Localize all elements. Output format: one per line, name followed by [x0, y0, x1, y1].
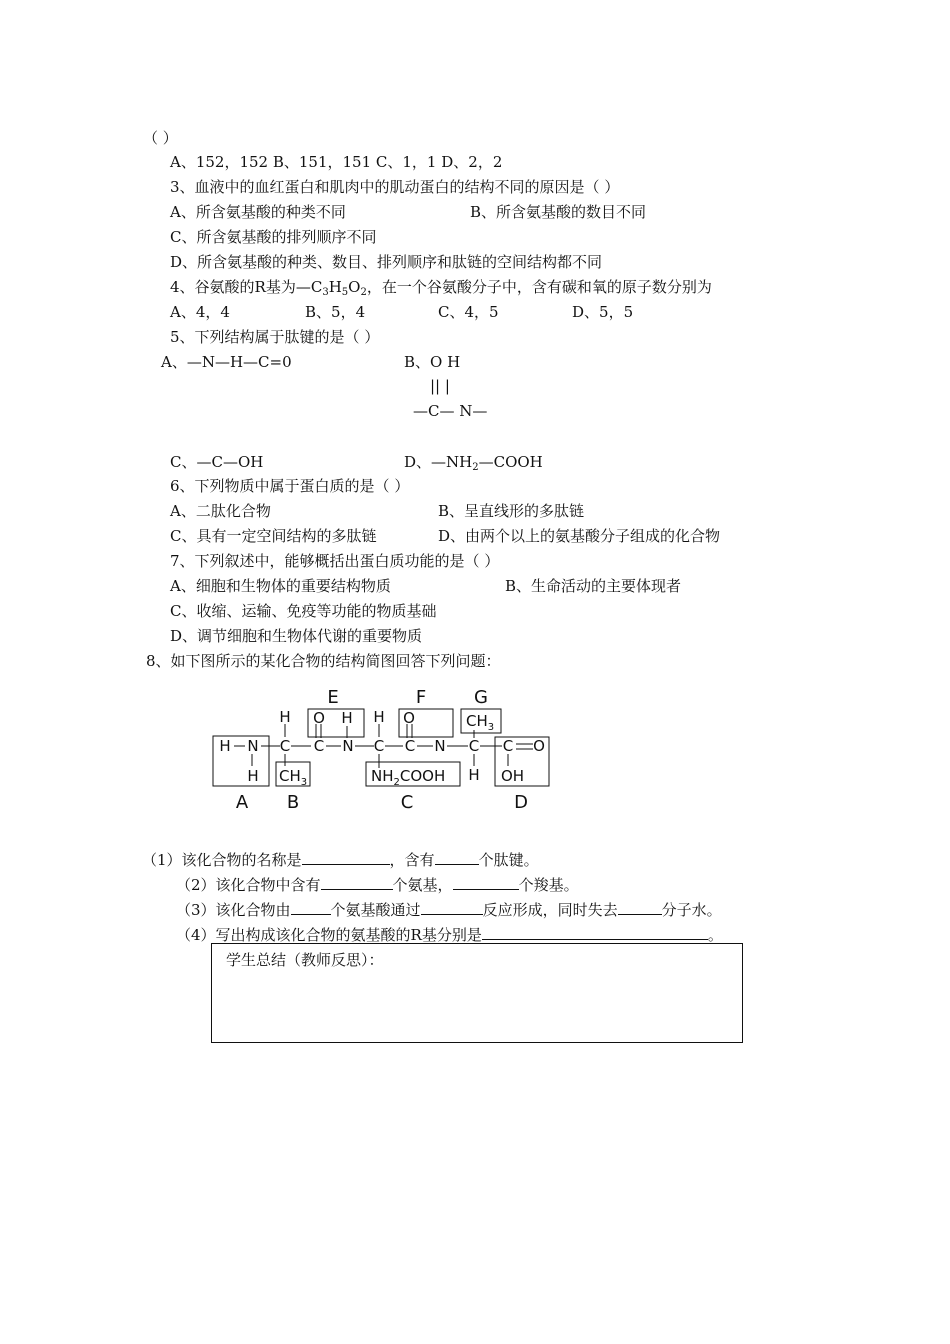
q5-option-d	[404, 452, 543, 478]
answer-blank[interactable]	[435, 849, 479, 865]
q8-sub4	[176, 924, 723, 945]
atom-oh: OH	[501, 767, 525, 785]
q6-option-b: B、呈直线形的多肽链	[438, 502, 585, 520]
q4-sub: 2	[360, 287, 367, 298]
q5-option-d-part: —COOH	[478, 453, 543, 471]
student-summary-box[interactable]	[211, 943, 743, 1043]
q8-stem: 8、如下图所示的某化合物的结构简图回答下列问题：	[146, 652, 501, 670]
atom-o: O	[313, 709, 325, 727]
q8-sub1-text: ，含有	[389, 851, 435, 869]
q4-option-d: D、5，5	[572, 303, 634, 321]
q8-sub2-text: 个羧基。	[518, 876, 579, 894]
atom-o: O	[403, 709, 415, 727]
q7-option-a: A、细胞和生物体的重要结构物质	[170, 577, 391, 595]
q5-option-b-bonds: || |	[430, 377, 450, 395]
q4-sub: 3	[322, 287, 329, 298]
q8-sub3-text: 反应形成，同时失去	[482, 901, 618, 919]
q6-option-c: C、具有一定空间结构的多肽链	[170, 527, 377, 545]
q3-option-d: D、所含氨基酸的种类、数目、排列顺序和肽链的空间结构都不同	[170, 253, 603, 271]
label-g: G	[474, 687, 488, 708]
label-b: B	[286, 792, 300, 812]
answer-blank[interactable]	[302, 849, 390, 865]
q8-sub1-text: 个肽键。	[478, 851, 539, 869]
atom-ch3: $CH_3$	[466, 712, 495, 733]
summary-title: 学生总结（教师反思）：	[226, 951, 384, 969]
peptide-structure-diagram	[205, 682, 565, 812]
q5-option-d-part: D、—NH	[404, 453, 473, 471]
q3-option-c: C、所含氨基酸的排列顺序不同	[170, 228, 377, 246]
q5-stem: 5、下列结构属于肽键的是（ ）	[170, 328, 380, 346]
q7-stem: 7、下列叙述中，能够概括出蛋白质功能的是（ ）	[170, 552, 500, 570]
answer-blank[interactable]	[291, 899, 331, 915]
atom-h: H	[373, 708, 385, 726]
q8-sub4-text: （4）写出构成该化合物的氨基酸的R基分别是	[176, 926, 482, 944]
atom-o: O	[533, 737, 545, 755]
atom-h: H	[219, 737, 231, 755]
atom-c: C	[373, 737, 385, 755]
q8-sub1-text: （1）该化合物的名称是	[142, 851, 302, 869]
q6-stem: 6、下列物质中属于蛋白质的是（ ）	[170, 477, 410, 495]
q2-paren: （ ）	[143, 129, 178, 147]
answer-blank[interactable]	[618, 899, 662, 915]
answer-blank[interactable]	[421, 899, 483, 915]
q5-option-b-bottom: —C— N—	[413, 402, 488, 420]
q8-sub3-text: （3）该化合物由	[176, 901, 291, 919]
q3-option-a: A、所含氨基酸的种类不同	[170, 203, 346, 221]
q3-option-b: B、所含氨基酸的数目不同	[470, 203, 647, 221]
atom-nh2cooh: $NH_2COOH$	[371, 767, 446, 788]
q5-option-c: C、—C—OH	[170, 453, 264, 471]
q4-stem-part: ，在一个谷氨酸分子中，含有碳和氧的原子数分别为	[366, 278, 712, 296]
q8-sub4-text: 。	[707, 926, 723, 944]
atom-h: H	[341, 709, 353, 727]
label-a: A	[235, 792, 249, 812]
atom-h: H	[247, 767, 259, 785]
q4-stem-part: 4、谷氨酸的R基为—C	[170, 278, 323, 296]
q6-option-a: A、二肽化合物	[170, 502, 271, 520]
atom-n: N	[247, 737, 259, 755]
q5-option-b-top: B、O H	[404, 353, 461, 371]
q8-sub3-text: 分子水。	[661, 901, 722, 919]
q3-stem: 3、血液中的血红蛋白和肌肉中的肌动蛋白的结构不同的原因是（ ）	[170, 178, 620, 196]
q8-sub1	[142, 849, 539, 870]
q6-option-d: D、由两个以上的氨基酸分子组成的化合物	[438, 527, 721, 545]
q5-option-a: A、—N—H—C=0	[161, 353, 292, 371]
answer-blank[interactable]	[453, 874, 519, 890]
atom-h: H	[468, 766, 480, 784]
q4-option-a: A、4，4	[170, 303, 230, 321]
atom-n: N	[342, 737, 354, 755]
q8-sub2-text: 个氨基，	[392, 876, 453, 894]
q8-sub3-text: 个氨基酸通过	[330, 901, 421, 919]
q4-stem-part: O	[348, 278, 361, 296]
atom-c: C	[468, 737, 480, 755]
q4-option-b: B、5，4	[305, 303, 366, 321]
q7-option-d: D、调节细胞和生物体代谢的重要物质	[170, 627, 423, 645]
q7-option-b: B、生命活动的主要体现者	[505, 577, 682, 595]
atom-c: C	[313, 737, 325, 755]
q8-sub3	[176, 899, 722, 920]
q5-option-d-sub: 2	[472, 462, 479, 473]
q4-stem-part: H	[328, 278, 342, 296]
q7-option-c: C、收缩、运输、免疫等功能的物质基础	[170, 602, 437, 620]
answer-blank[interactable]	[321, 874, 393, 890]
q4-option-c: C、4，5	[438, 303, 499, 321]
q8-sub2-text: （2）该化合物中含有	[176, 876, 321, 894]
label-c: C	[400, 792, 414, 812]
answer-blank[interactable]	[482, 924, 708, 940]
atom-c: C	[502, 737, 514, 755]
q4-sub: 5	[341, 287, 349, 298]
atom-n: N	[434, 737, 446, 755]
q4-stem	[170, 277, 712, 303]
atom-c: C	[279, 737, 291, 755]
label-f: F	[415, 687, 427, 708]
label-d: D	[514, 792, 528, 812]
atom-ch3: $CH_3$	[279, 767, 308, 788]
label-e: E	[327, 687, 339, 708]
atom-h: H	[279, 708, 291, 726]
q8-sub2	[176, 874, 579, 895]
atom-c: C	[404, 737, 416, 755]
q2-options: A、152，152 B、151，151 C、1，1 D、2，2	[170, 153, 503, 171]
